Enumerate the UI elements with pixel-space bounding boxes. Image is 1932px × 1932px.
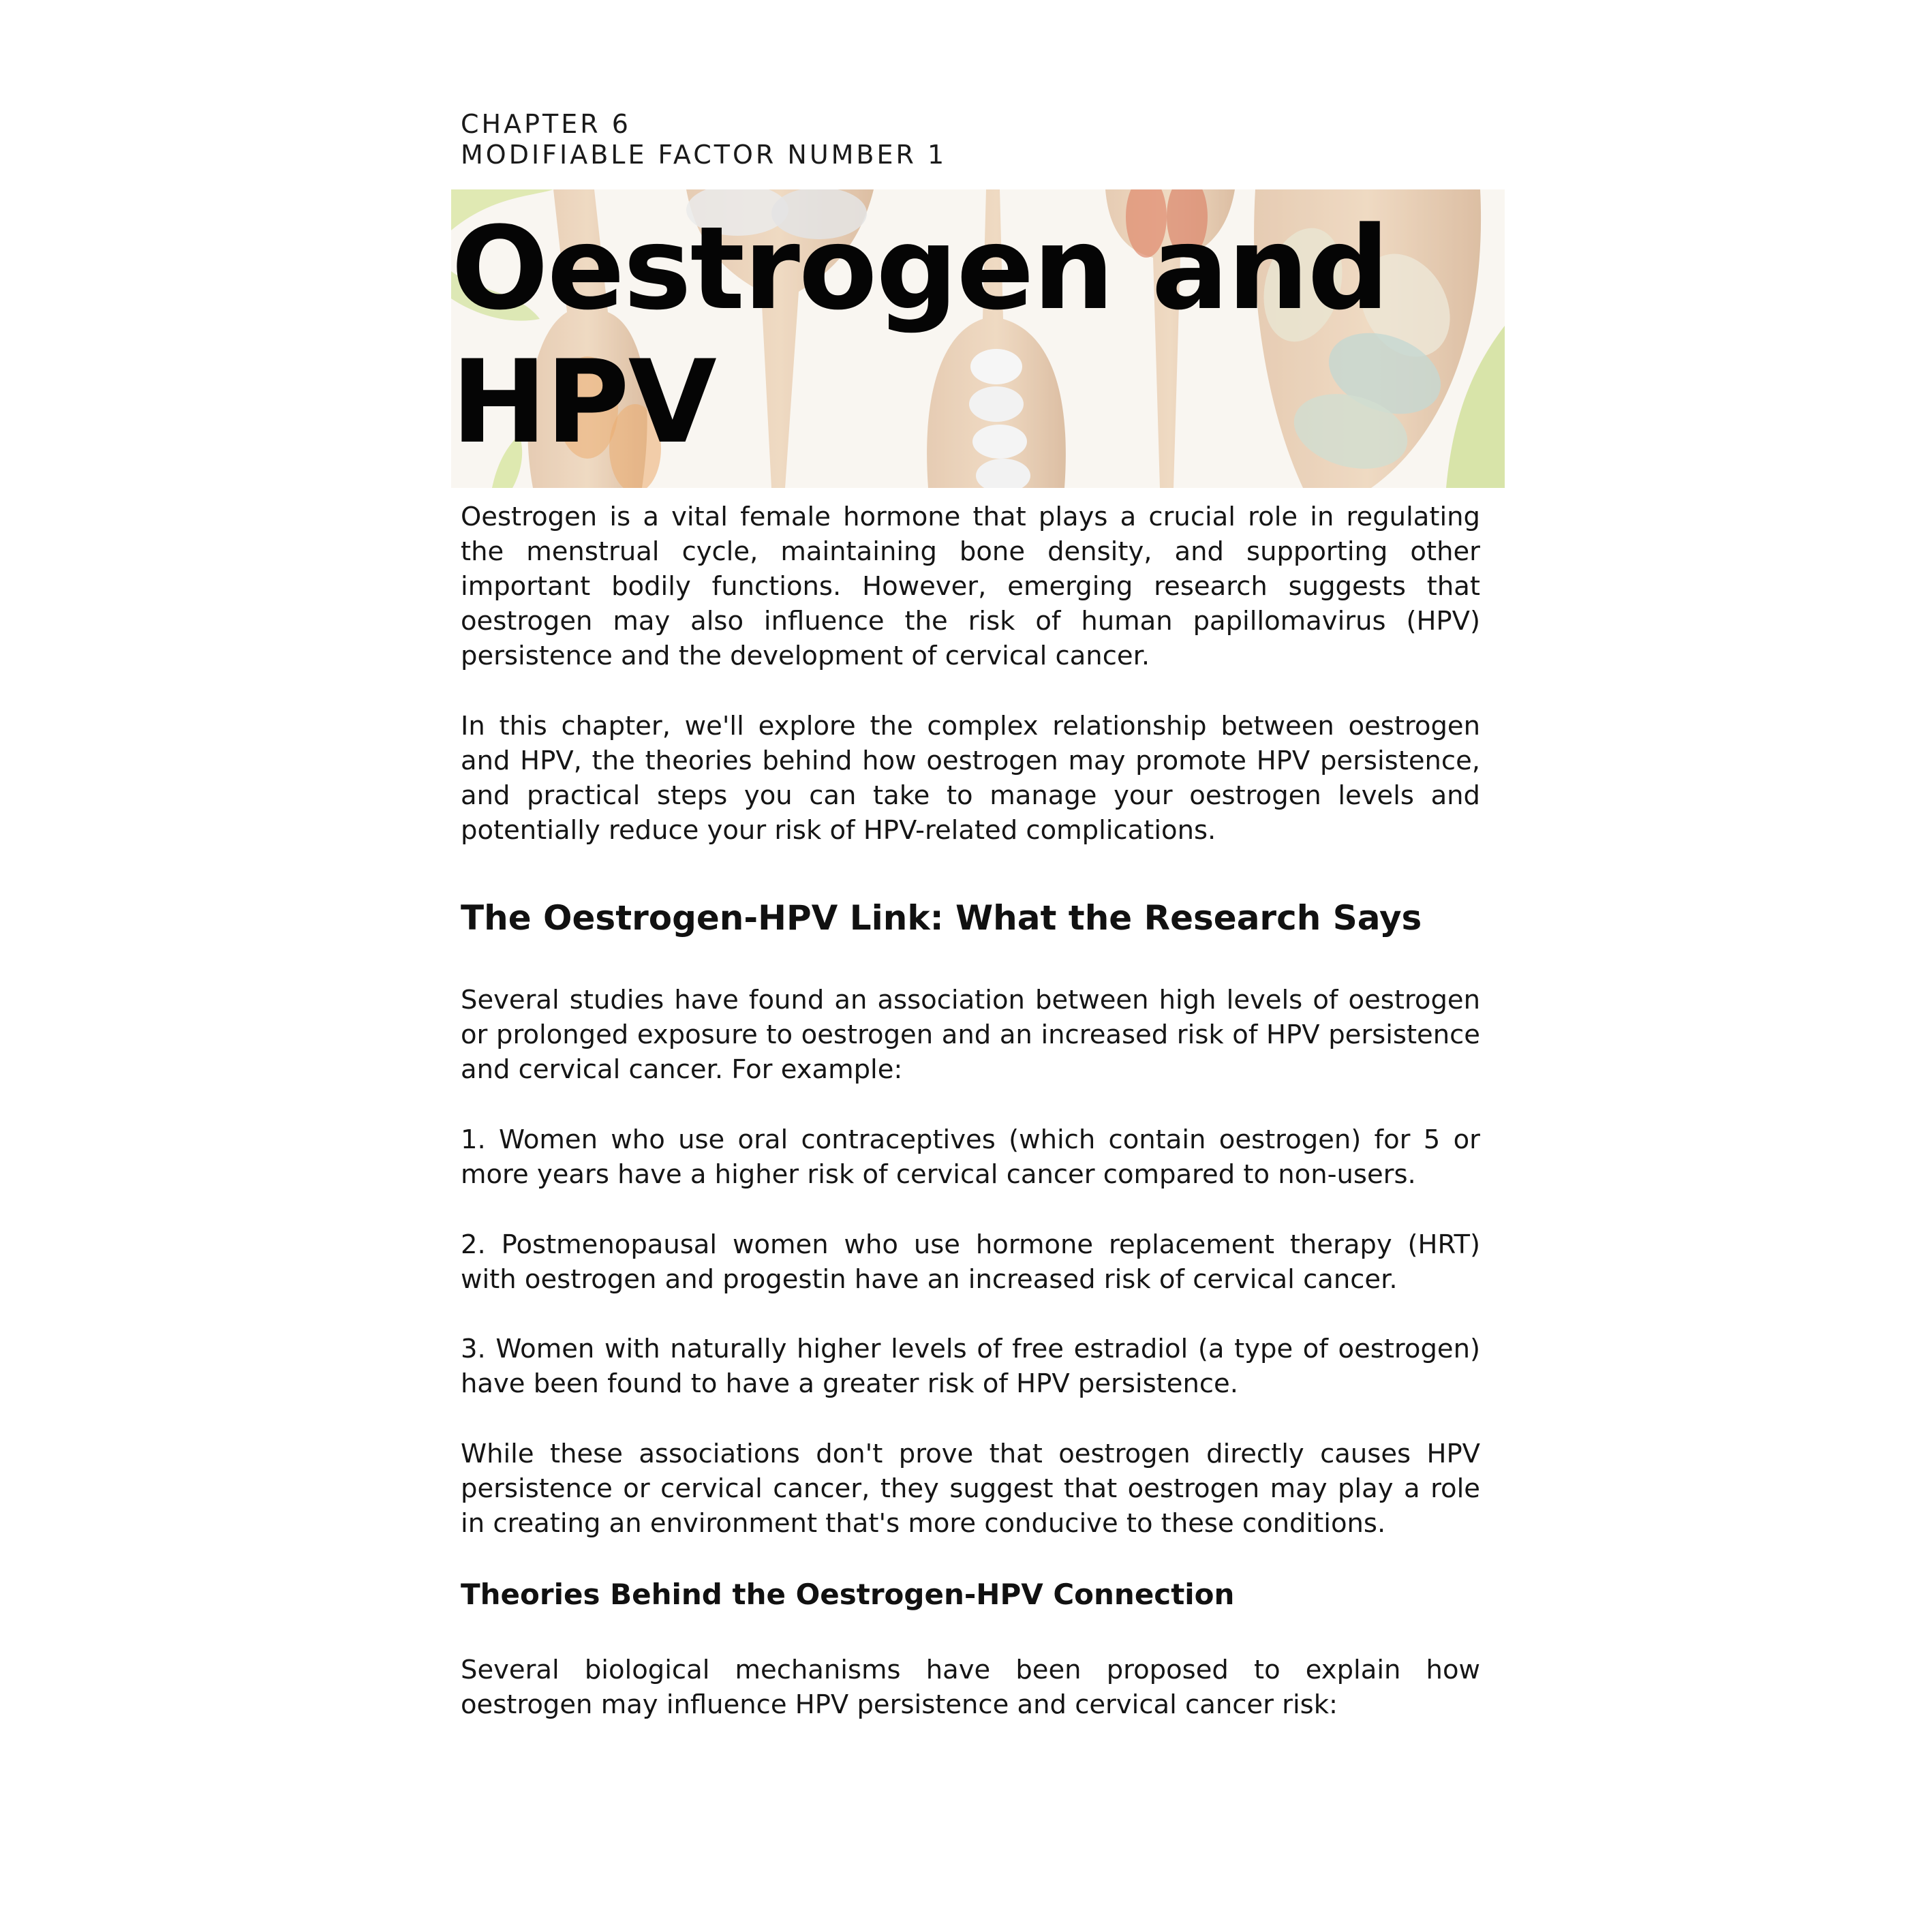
section-heading-research: The Oestrogen-HPV Link: What the Research Says [461,898,1422,938]
title-line-1: Oestrogen and [451,202,1388,335]
research-paragraph: Several studies have found an association between high levels of oestrogen or prolonged exposure to oestrogen and an increased risk of HPV persistence and cervical cancer. For example: [461,985,1480,1085]
hero-banner [451,189,1505,488]
theories-paragraph: Several biological mechanisms have been proposed to explain how oestrogen may influence HPV persistence and cervical cancer risk: [461,1655,1480,1720]
page-title [451,202,1388,469]
intro-paragraph-2: In this chapter, we'll explore the complex relationship between oestrogen and HPV, the theories behind how oestrogen may promote HPV persistence, and practical steps you can take to manage your oestrogen levels and potentially reduce your risk of HPV-related complications. [461,711,1480,846]
chapter-subtitle: MODIFIABLE FACTOR NUMBER 1 [461,140,947,170]
list-item: 3. Women with naturally higher levels of free estradiol (a type of oestrogen) have been found to have a greater risk of HPV persistence. [461,1334,1480,1399]
title-line-2: HPV [451,335,716,469]
research-conclusion-paragraph: While these associations don't prove that oestrogen directly causes HPV persistence or cervical cancer, they suggest that oestrogen may play a role in creating an environment that's more conducive to these conditions. [461,1439,1480,1539]
list-item: 1. Women who use oral contraceptives (which contain oestrogen) for 5 or more years have a higher risk of cervical cancer compared to non-users. [461,1124,1480,1190]
section-heading-theories: Theories Behind the Oestrogen-HPV Connection [461,1578,1235,1611]
list-item: 2. Postmenopausal women who use hormone replacement therapy (HRT) with oestrogen and progestin have an increased risk of cervical cancer. [461,1229,1480,1295]
chapter-label: CHAPTER 6 [461,109,631,139]
intro-paragraph-1: Oestrogen is a vital female hormone that plays a crucial role in regulating the menstrual cycle, maintaining bone density, and supporting other important bodily functions. However, emerging research suggests that oestrogen may also influence the risk of human papillomavirus (HPV) persistence and the development of cervical cancer. [461,502,1480,671]
